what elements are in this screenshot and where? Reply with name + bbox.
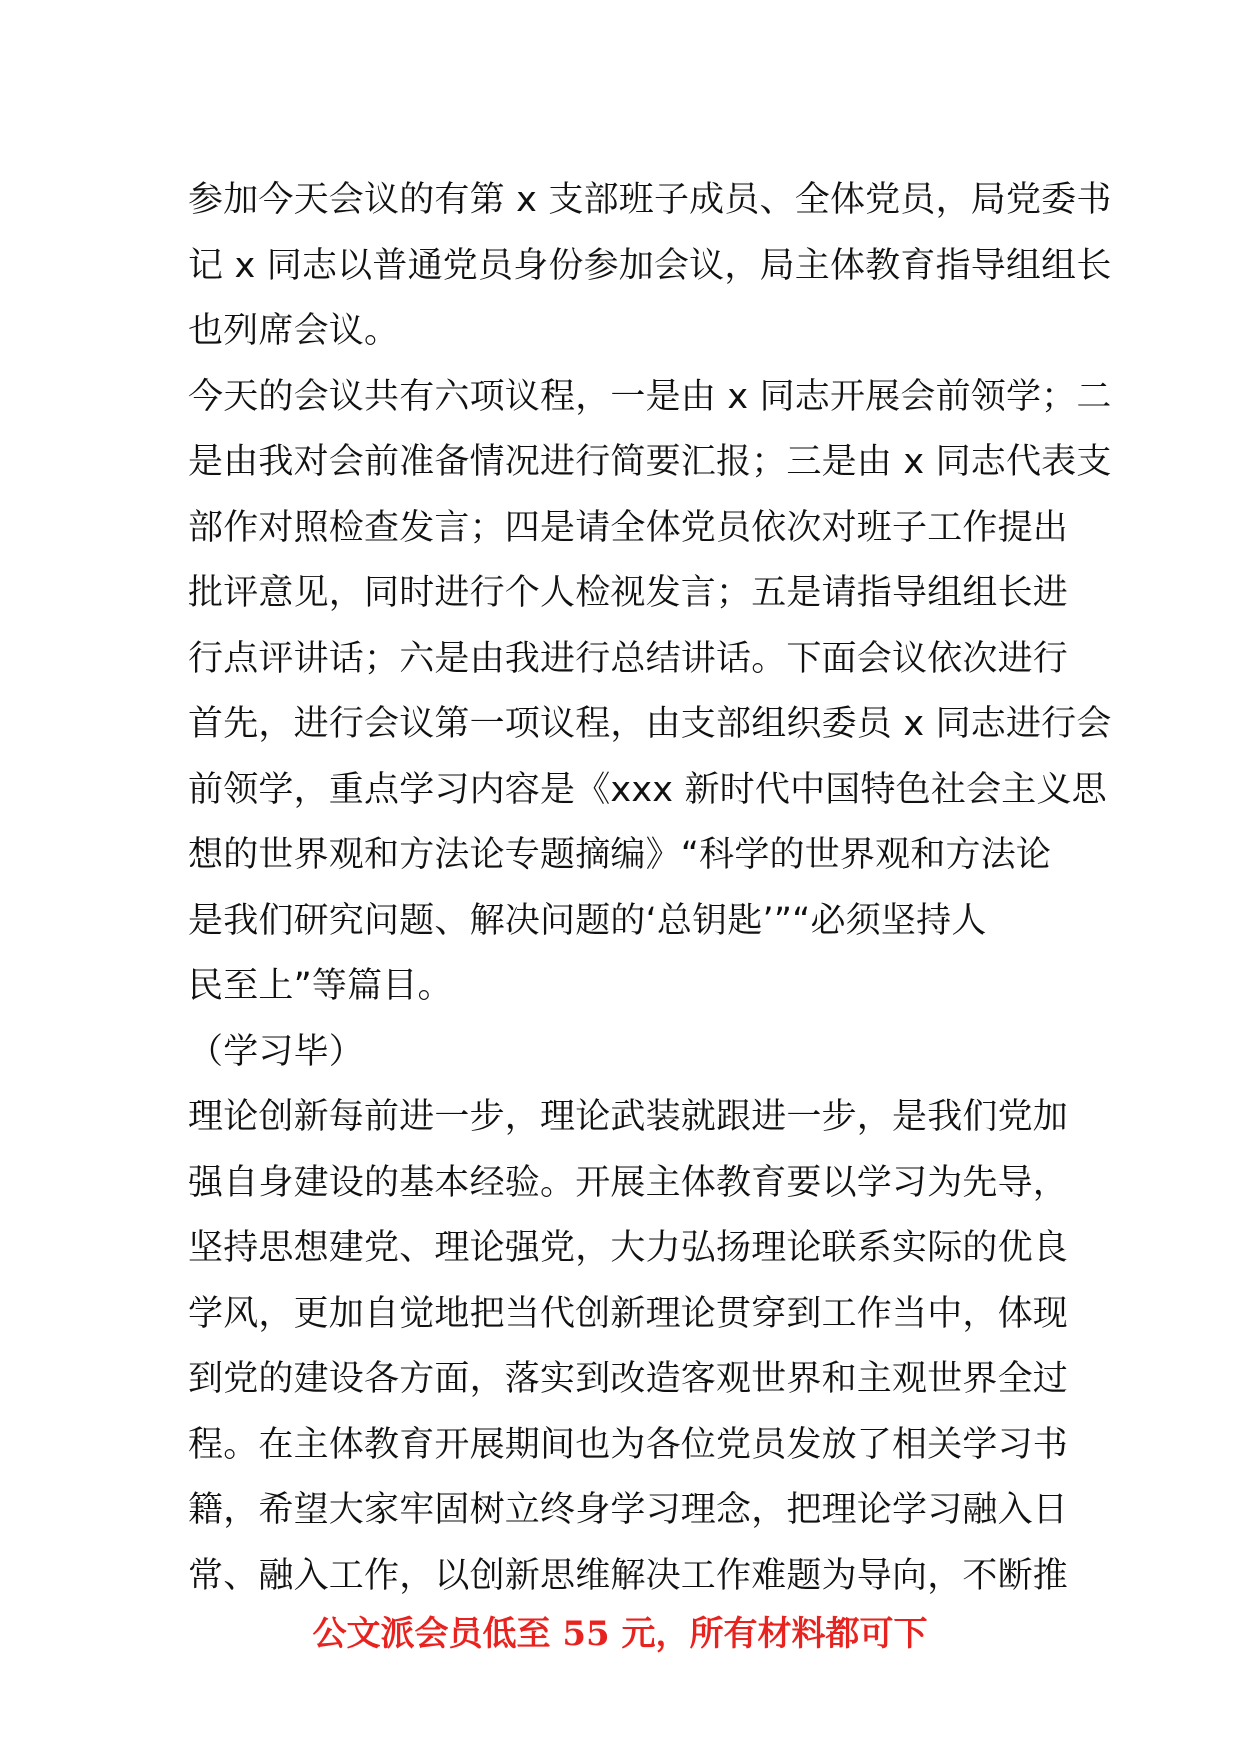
text-line: 也列席会议。: [188, 311, 400, 351]
text-line: 今天的会议共有六项议程，一是由 x 同志开展会前领学；二: [188, 376, 1112, 417]
text-line: 想的世界观和方法论专题摘编》“科学的世界观和方法论: [188, 835, 1052, 875]
promo-footer: 公文派会员低至 55 元，所有材料都可下: [312, 1614, 928, 1654]
text-line: 前领学，重点学习内容是《xxx 新时代中国特色社会主义思: [188, 769, 1107, 810]
text-line: 是由我对会前准备情况进行简要汇报；三是由 x 同志代表支: [188, 442, 1112, 482]
text-line: 首先，进行会议第一项议程，由支部组织委员 x 同志进行会: [188, 704, 1112, 744]
text-line: 坚持思想建党、理论强党，大力弘扬理论联系实际的优良: [188, 1228, 1069, 1268]
text-line: 批评意见，同时进行个人检视发言；五是请指导组组长进: [188, 573, 1069, 613]
text-line: 籍，希望大家牢固树立终身学习理念，把理论学习融入日: [188, 1490, 1069, 1530]
text-line: （学习毕）: [188, 1031, 365, 1072]
text-line: 程。在主体教育开展期间也为各位党员发放了相关学习书: [188, 1424, 1069, 1465]
text-line: 学风，更加自觉地把当代创新理论贯穿到工作当中，体现: [188, 1293, 1069, 1334]
text-line: 记 x 同志以普通党员身份参加会议，局主体教育指导组组长: [188, 245, 1112, 286]
text-line: 参加今天会议的有第 x 支部班子成员、全体党员，局党委书: [188, 180, 1112, 220]
text-line: 是我们研究问题、解决问题的‘总钥匙’”“必须坚持人: [188, 900, 987, 941]
text-line: 到党的建设各方面，落实到改造客观世界和主观世界全过: [188, 1359, 1069, 1399]
text-line: 强自身建设的基本经验。开展主体教育要以学习为先导，: [188, 1162, 1069, 1203]
text-line: 民至上”等篇目。: [188, 966, 453, 1006]
text-line: 常、融入工作，以创新思维解决工作难题为导向，不断推: [188, 1555, 1069, 1596]
text-line: 行点评讲话；六是由我进行总结讲话。下面会议依次进行: [188, 638, 1069, 679]
text-line: 理论创新每前进一步，理论武装就跟进一步，是我们党加: [188, 1097, 1069, 1137]
document-body: [188, 168, 1112, 1609]
text-line: 部作对照检查发言；四是请全体党员依次对班子工作提出: [188, 507, 1069, 548]
